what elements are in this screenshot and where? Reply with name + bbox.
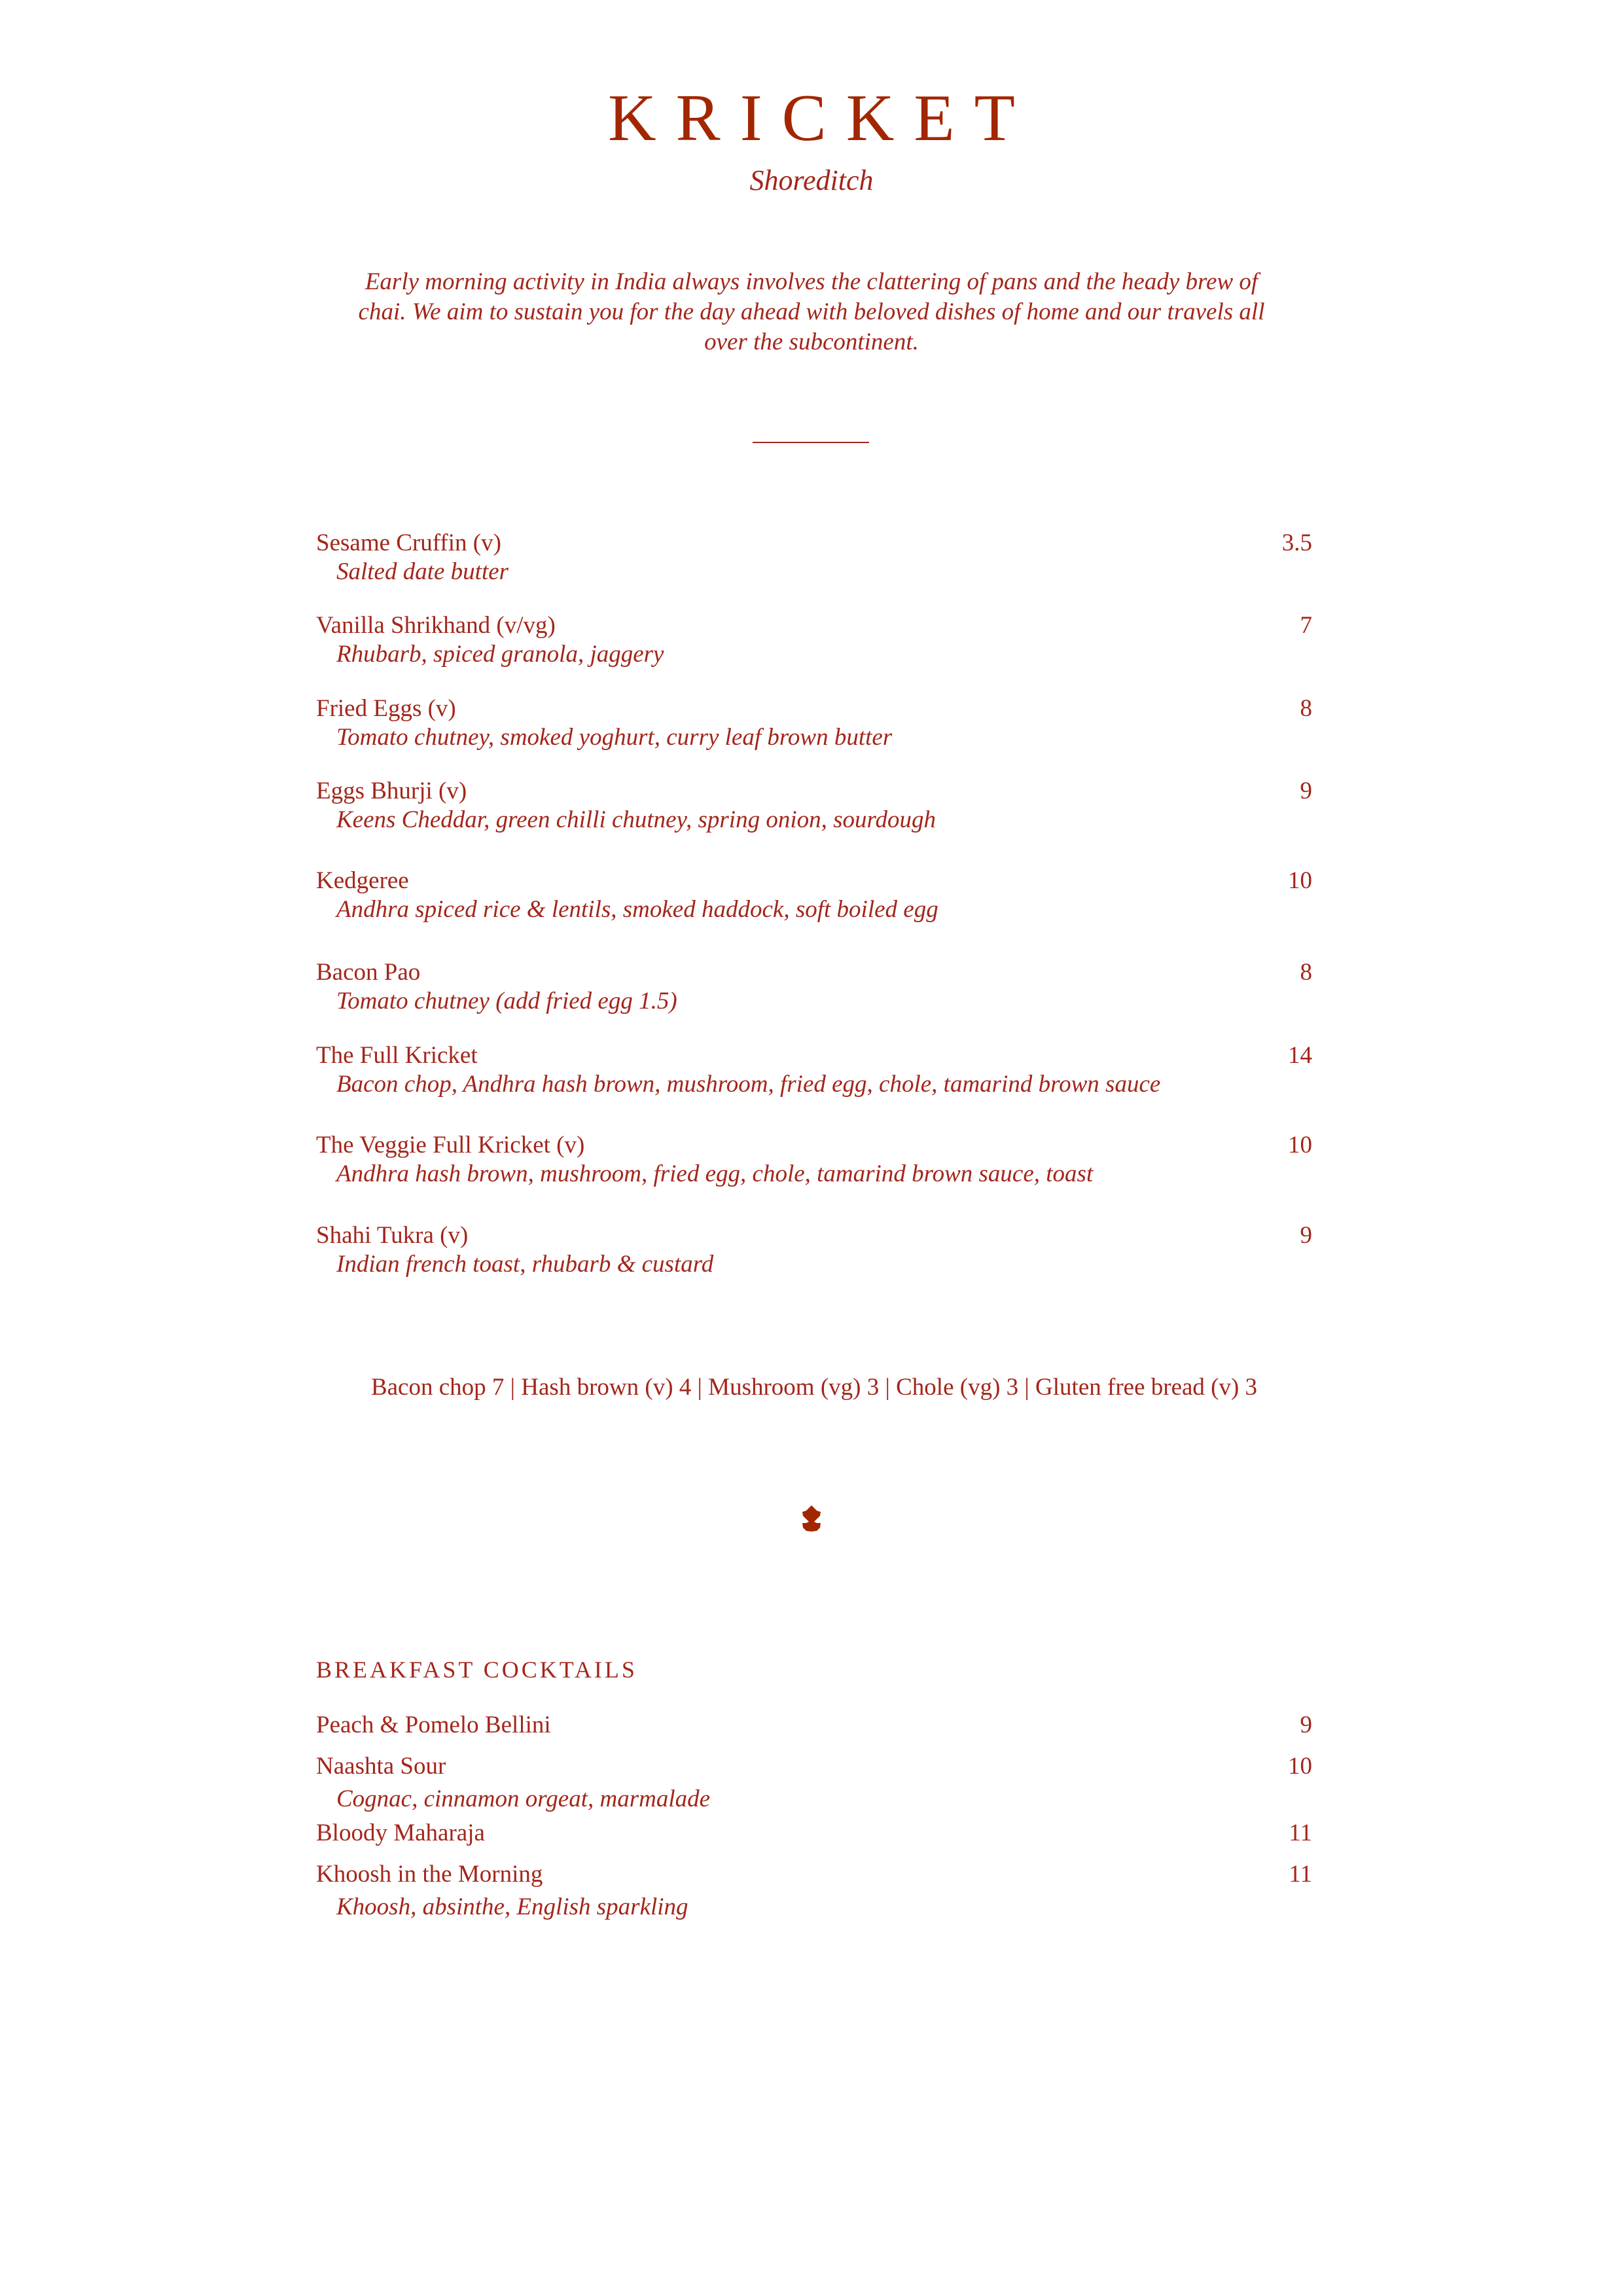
item-price: 11 xyxy=(1289,1861,1312,1888)
item-name: Vanilla Shrikhand (v/vg) xyxy=(316,612,556,639)
item-name: Naashta Sour xyxy=(316,1753,446,1780)
cocktail-item xyxy=(316,1711,1312,1740)
section-title-cocktails: BREAKFAST COCKTAILS xyxy=(316,1657,637,1683)
cocktail-item xyxy=(316,1752,1312,1814)
divider xyxy=(753,442,869,443)
item-name: Bloody Maharaja xyxy=(316,1820,485,1846)
item-price: 8 xyxy=(1300,695,1312,722)
location-subtitle: Shoreditch xyxy=(749,164,874,196)
item-description: Andhra hash brown, mushroom, fried egg, chole, tamarind brown sauce, toast xyxy=(336,1160,1094,1187)
item-price: 9 xyxy=(1300,1712,1312,1738)
item-name: Sesame Cruffin (v) xyxy=(316,529,501,556)
menu-item xyxy=(316,1041,1312,1099)
menu-item xyxy=(316,529,1312,586)
item-description: Cognac, cinnamon orgeat, marmalade xyxy=(336,1785,711,1812)
item-price: 8 xyxy=(1300,959,1312,986)
item-description: Bacon chop, Andhra hash brown, mushroom, fried egg, chole, tamarind brown sauce xyxy=(336,1071,1161,1098)
item-price: 11 xyxy=(1289,1820,1312,1846)
item-description: Indian french toast, rhubarb & custard xyxy=(336,1251,714,1278)
flame-ornament-icon xyxy=(798,1505,825,1538)
cocktail-item xyxy=(316,1860,1312,1922)
item-description: Rhubarb, spiced granola, jaggery xyxy=(336,641,664,668)
item-price: 10 xyxy=(1288,1753,1312,1780)
menu-item xyxy=(316,1221,1312,1279)
logo: KRICKET xyxy=(608,81,1035,155)
intro-text: Early morning activity in India always involves the clattering of pans and the heady brew of chai. We aim to sustain you for the day ahead with beloved dishes of home and our travels all over the subcontinent. xyxy=(358,268,1265,355)
menu-item xyxy=(316,958,1312,1016)
item-name: The Veggie Full Kricket (v) xyxy=(316,1132,585,1158)
item-price: 9 xyxy=(1300,1222,1312,1249)
menu-item xyxy=(316,777,1312,834)
item-price: 10 xyxy=(1288,867,1312,894)
item-name: The Full Kricket xyxy=(316,1042,478,1069)
item-description: Tomato chutney, smoked yoghurt, curry leaf brown butter xyxy=(336,724,893,751)
item-price: 14 xyxy=(1288,1042,1312,1069)
item-name: Khoosh in the Morning xyxy=(316,1861,543,1888)
item-description: Tomato chutney (add fried egg 1.5) xyxy=(336,988,677,1014)
item-description: Khoosh, absinthe, English sparkling xyxy=(336,1893,688,1920)
item-name: Eggs Bhurji (v) xyxy=(316,778,467,804)
extras-line: Bacon chop 7 | Hash brown (v) 4 | Mushroom (vg) 3 | Chole (vg) 3 | Gluten free bread (v) 3 xyxy=(370,1374,1258,1401)
menu-item xyxy=(316,611,1312,669)
menu-item xyxy=(316,1131,1312,1189)
item-name: Peach & Pomelo Bellini xyxy=(316,1712,551,1738)
item-description: Keens Cheddar, green chilli chutney, spring onion, sourdough xyxy=(336,806,936,833)
item-name: Kedgeree xyxy=(316,867,409,894)
item-price: 10 xyxy=(1288,1132,1312,1158)
menu-item xyxy=(316,867,1312,924)
item-name: Fried Eggs (v) xyxy=(316,695,456,722)
item-name: Shahi Tukra (v) xyxy=(316,1222,469,1249)
cocktail-item xyxy=(316,1819,1312,1848)
item-price: 3.5 xyxy=(1281,529,1312,556)
menu-item xyxy=(316,694,1312,752)
item-price: 9 xyxy=(1300,778,1312,804)
item-price: 7 xyxy=(1300,612,1312,639)
item-name: Bacon Pao xyxy=(316,959,421,986)
item-description: Salted date butter xyxy=(336,558,509,585)
item-description: Andhra spiced rice & lentils, smoked haddock, soft boiled egg xyxy=(336,896,938,923)
